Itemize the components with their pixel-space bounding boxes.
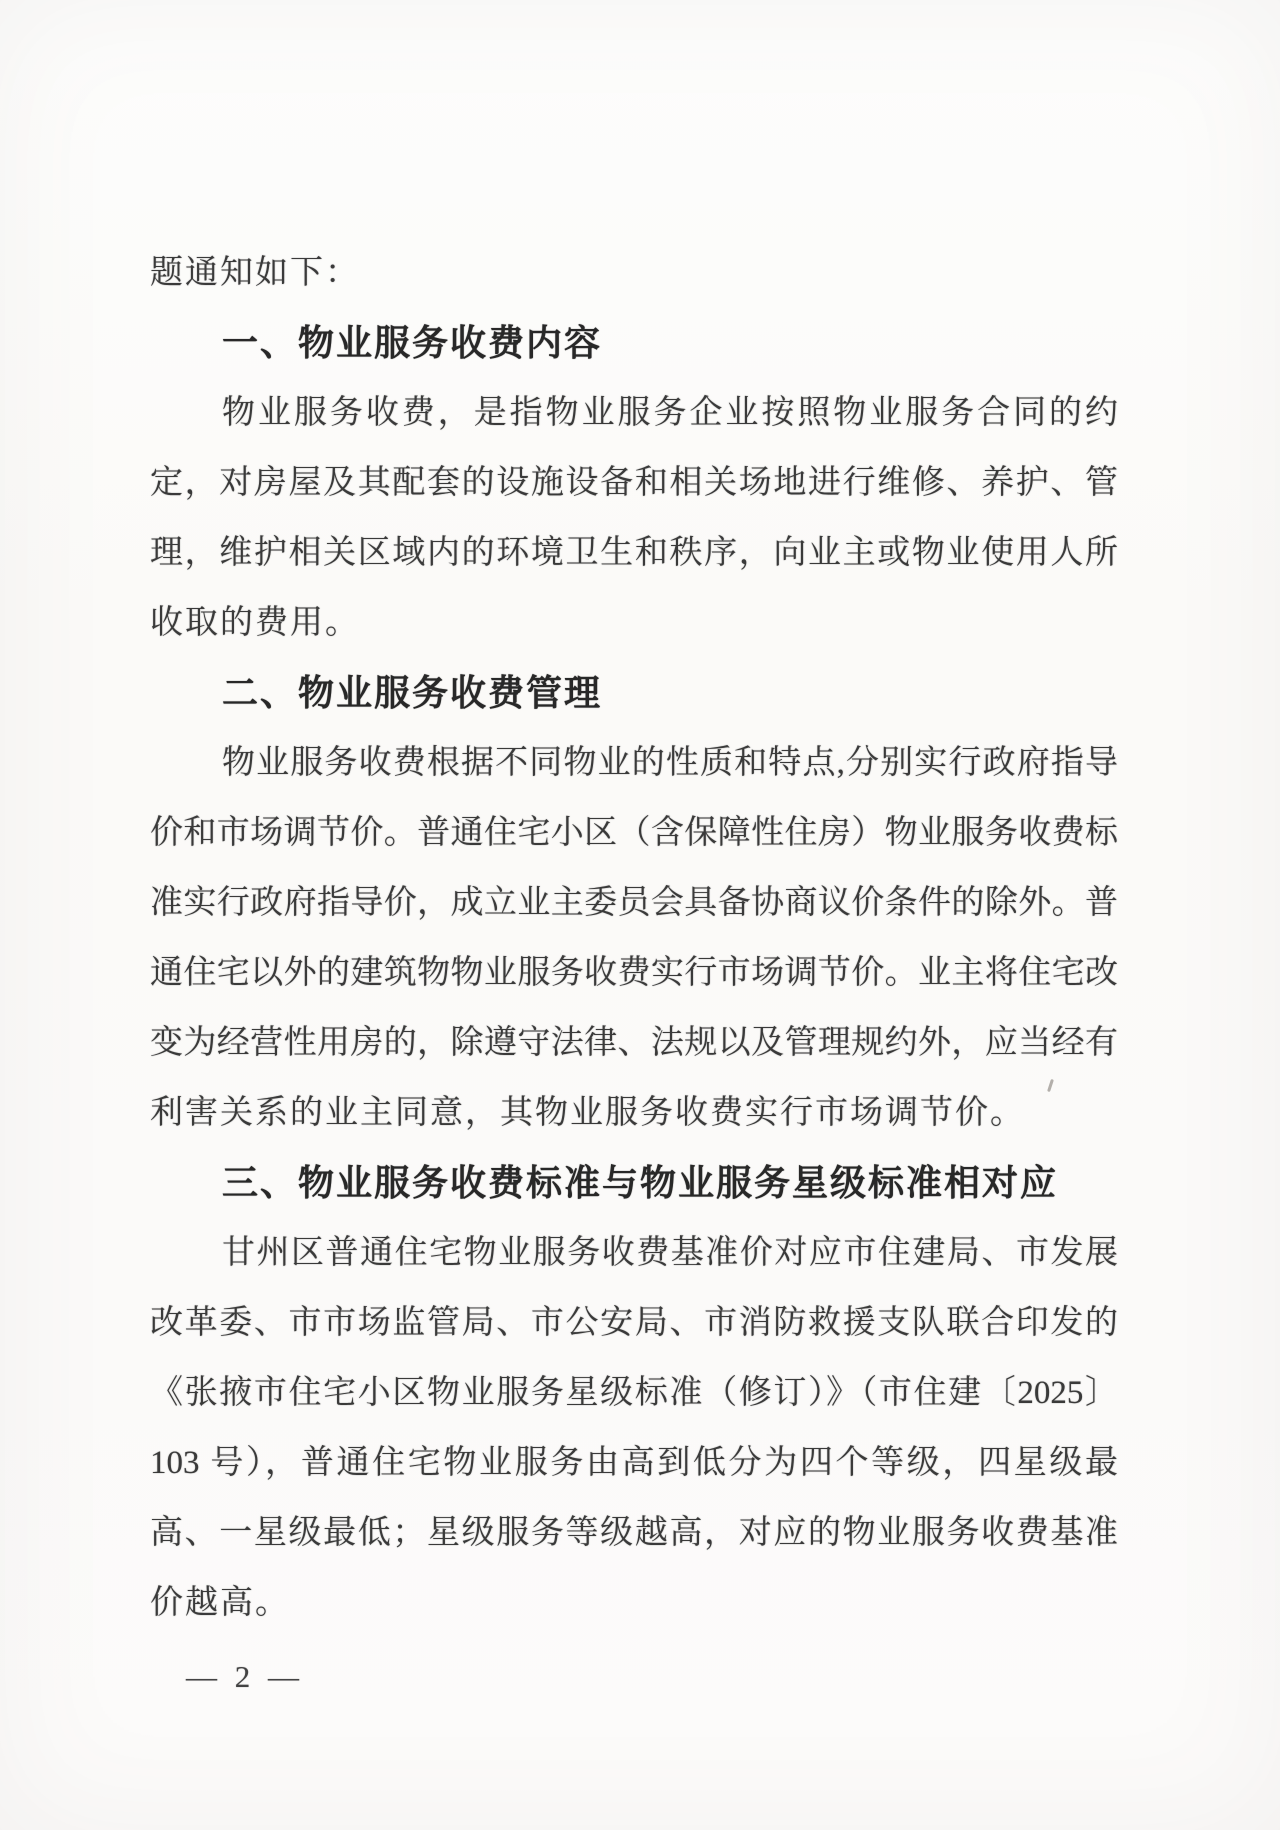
body-line: 准实行政府指导价，成立业主委员会具备协商议价条件的除外。普 [150, 885, 1118, 921]
page-number: — 2 — [186, 1659, 304, 1694]
body-line: 价越高。 [150, 1585, 290, 1621]
body-line: 甘州区普通住宅物业服务收费基准价对应市住建局、市发展 [222, 1235, 1118, 1271]
body-line: 利害关系的业主同意，其物业服务收费实行市场调节价。 [150, 1095, 1025, 1131]
section-3-heading: 三、物业服务收费标准与物业服务星级标准相对应 [222, 1162, 1059, 1203]
body-line: 理，维护相关区域内的环境卫生和秩序，向业主或物业使用人所 [150, 535, 1118, 571]
document-body [150, 238, 1118, 1638]
body-line: 103 号），普通住宅物业服务由高到低分为四个等级，四星级最 [150, 1445, 1118, 1481]
section-1-heading: 一、物业服务收费内容 [222, 322, 603, 363]
body-line: 变为经营性用房的，除遵守法律、法规以及管理规约外，应当经有 [150, 1025, 1118, 1061]
body-line: 高、一星级最低；星级服务等级越高，对应的物业服务收费基准 [150, 1515, 1118, 1551]
body-line: 物业服务收费，是指物业服务企业按照物业服务合同的约 [222, 395, 1118, 431]
body-line: 物业服务收费根据不同物业的性质和特点,分别实行政府指导 [222, 745, 1118, 781]
body-line: 价和市场调节价。普通住宅小区（含保障性住房）物业服务收费标 [150, 815, 1118, 851]
continuation-line: 题通知如下： [150, 255, 360, 291]
body-line: 《张掖市住宅小区物业服务星级标准（修订）》（市住建〔2025〕 [150, 1375, 1118, 1411]
body-line: 通住宅以外的建筑物物业服务收费实行市场调节价。业主将住宅改 [150, 955, 1118, 991]
body-line: 收取的费用。 [150, 605, 360, 641]
body-line: 定，对房屋及其配套的设施设备和相关场地进行维修、养护、管 [150, 465, 1118, 501]
body-line: 改革委、市市场监管局、市公安局、市消防救援支队联合印发的 [150, 1305, 1118, 1341]
section-2-heading: 二、物业服务收费管理 [222, 672, 603, 713]
